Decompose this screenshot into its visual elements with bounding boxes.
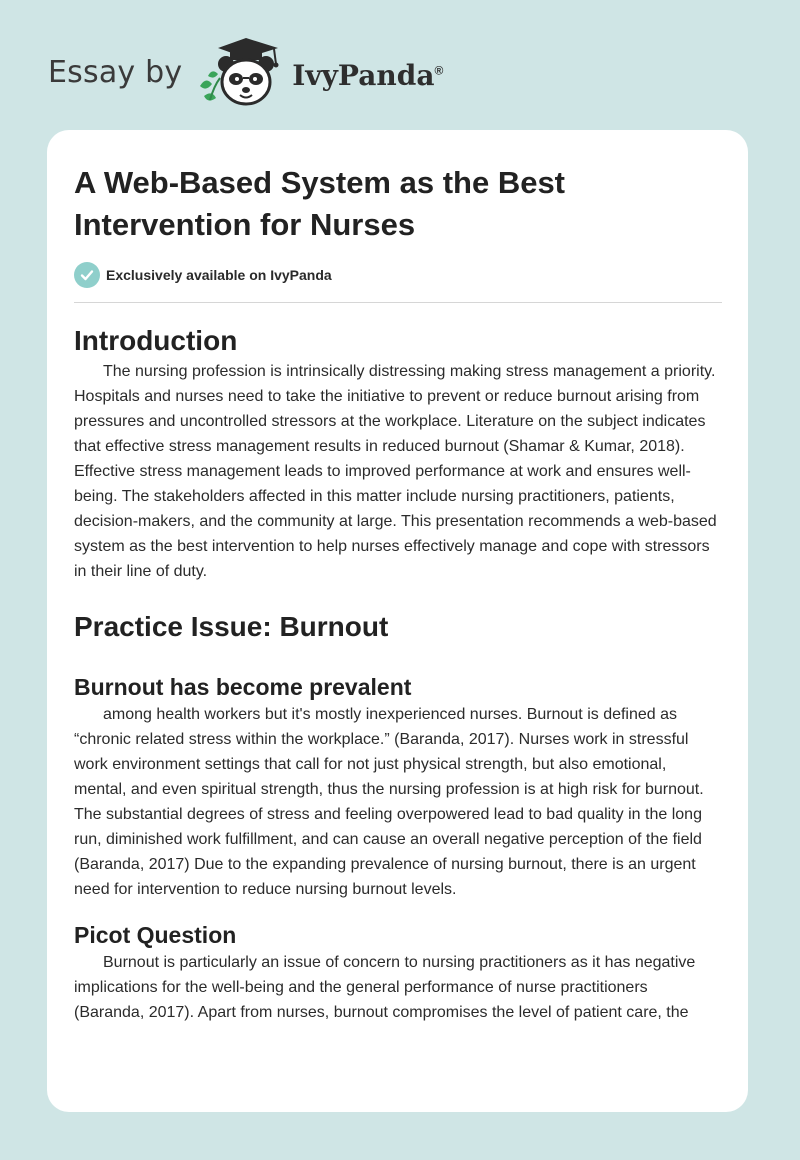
- heading-introduction: Introduction: [74, 325, 238, 356]
- paragraph-picot: Burnout is particularly an issue of concern to nursing practitioners as it has negative implications for the well-being and the general performance of nurse practitioners (Baranda, 2017). Apart from nurses, burnout compromises the level of patient care, the: [74, 954, 696, 1021]
- brand-prefix: Essay by: [48, 54, 183, 90]
- exclusive-badge: [74, 262, 722, 288]
- paragraph-burnout: among health workers but it's mostly inexperienced nurses. Burnout is defined as “chronic related stress within the workplace.” (Baranda, 2017). Nurses work in stressful work environment settings that call for not just physical strength, but also emotional, mental, and even spiritual strength, thus the nursing profession is at high risk for burnout. The substantial degrees of stress and feeling overpowered lead to bad quality in the long run, diminished work fulfillment, and can cause an overall negative perception of the field (Baranda, 2017) Due to the expanding prevalence of nursing burnout, there is an urgent need for intervention to reduce nursing burnout levels.: [74, 706, 704, 898]
- article-card: [47, 130, 748, 1112]
- check-circle-icon: [74, 262, 100, 288]
- panda-graduate-icon: [196, 34, 288, 110]
- brand-name: IvyPanda®: [292, 58, 444, 92]
- heading-burnout: Burnout has become prevalent: [74, 674, 412, 700]
- brand-logo[interactable]: [48, 34, 488, 110]
- paragraph-introduction: The nursing profession is intrinsically distressing making stress management a priority. Hospitals and nurses need to take the initiative to prevent or reduce burnout arising from pressures and uncontrolled stressors at the workplace. Literature on the subject indicates that effective stress management results in reduced burnout (Shamar & Kumar, 2018). Effective stress management leads to improved performance at work and ensures well-being. The stakeholders affected in this matter include nursing practitioners, patients, decision-makers, and the community at large. This presentation recommends a web-based system as the best intervention to help nurses effectively manage and cope with stressors in their line of duty.: [74, 363, 717, 580]
- article-title: A Web-Based System as the Best Intervention for Nurses: [74, 165, 566, 242]
- title-divider: [74, 302, 722, 303]
- exclusive-label: Exclusively available on IvyPanda: [106, 267, 332, 283]
- heading-picot: Picot Question: [74, 922, 237, 948]
- heading-practice-issue: Practice Issue: Burnout: [74, 611, 389, 642]
